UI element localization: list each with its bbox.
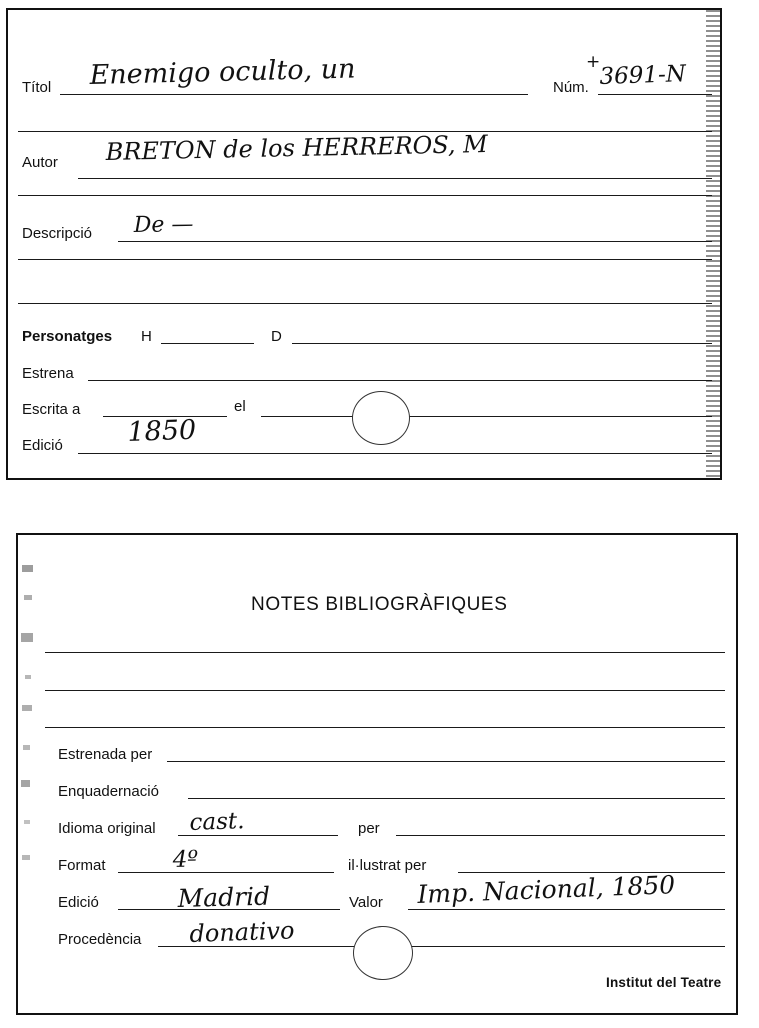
- rule-line: [18, 259, 712, 260]
- handwritten-valor: Imp. Nacional, 1850: [416, 870, 676, 909]
- handwritten-descripcio: De —: [133, 211, 194, 238]
- field-label-per: per: [358, 820, 380, 837]
- catalog-card-top: [6, 8, 722, 480]
- rule-line: [188, 798, 725, 799]
- field-label-num: Núm.: [553, 79, 589, 96]
- field-label-format: Format: [58, 857, 106, 874]
- handwritten-edicio: 1850: [126, 414, 197, 448]
- rule-line: [598, 94, 712, 95]
- field-label-d: D: [271, 328, 282, 345]
- handwritten-autor: BRETON de los HERREROS, M: [105, 130, 488, 166]
- card-bottom-inner: [18, 535, 736, 1013]
- handwritten-idioma-original: cast.: [189, 808, 245, 836]
- field-label-illustrat-per: il·lustrat per: [348, 857, 427, 874]
- field-label-procedencia: Procedència: [58, 931, 142, 948]
- rule-line: [88, 380, 712, 381]
- rule-line: [60, 94, 528, 95]
- field-label-valor: Valor: [349, 894, 383, 911]
- punch-hole: [353, 926, 413, 980]
- rule-line: [261, 416, 712, 417]
- rule-line: [161, 343, 254, 344]
- field-label-descripcio: Descripció: [22, 225, 93, 242]
- punch-hole: [352, 391, 410, 445]
- handwritten-procedencia: donativo: [189, 916, 295, 948]
- handwritten-titol: Enemigo oculto, un: [89, 53, 356, 91]
- rule-line: [18, 303, 712, 304]
- card-heading-notes: NOTES BIBLIOGRÀFIQUES: [251, 594, 508, 615]
- rule-line: [45, 690, 725, 691]
- field-label-personatges: Personatges: [22, 328, 113, 345]
- rule-line: [45, 652, 725, 653]
- rule-line: [118, 872, 334, 873]
- handwritten-edicio: Madrid: [177, 881, 271, 913]
- handwritten-format: 4º: [172, 846, 199, 873]
- field-label-edicio: Edició: [58, 894, 99, 911]
- rule-line: [78, 453, 712, 454]
- field-label-idioma-original: Idioma original: [58, 820, 156, 837]
- field-label-enquadernacio: Enquadernació: [58, 783, 159, 800]
- field-label-autor: Autor: [22, 154, 58, 171]
- rule-line: [78, 178, 712, 179]
- rule-line: [167, 761, 725, 762]
- scan-edge-artifact: [706, 10, 720, 478]
- field-label-el: el: [234, 398, 246, 415]
- handwritten-num: 3691-N: [599, 60, 687, 90]
- handwritten-plus-mark: +: [586, 52, 601, 72]
- rule-line: [292, 343, 712, 344]
- catalog-card-bottom: [16, 533, 738, 1015]
- rule-line: [45, 727, 725, 728]
- rule-line: [396, 835, 725, 836]
- field-label-estrenada-per: Estrenada per: [58, 746, 153, 763]
- rule-line: [408, 909, 725, 910]
- rule-line: [118, 241, 712, 242]
- field-label-escrita-a: Escrita a: [22, 401, 81, 418]
- card-top-inner: [8, 10, 720, 478]
- rule-line: [18, 195, 712, 196]
- field-label-h: H: [141, 328, 152, 345]
- field-label-titol: Títol: [22, 79, 52, 96]
- institution-mark: Institut del Teatre: [606, 975, 722, 990]
- field-label-edicio: Edició: [22, 437, 63, 454]
- scan-speckle-artifact: [20, 555, 40, 895]
- field-label-estrena: Estrena: [22, 365, 74, 382]
